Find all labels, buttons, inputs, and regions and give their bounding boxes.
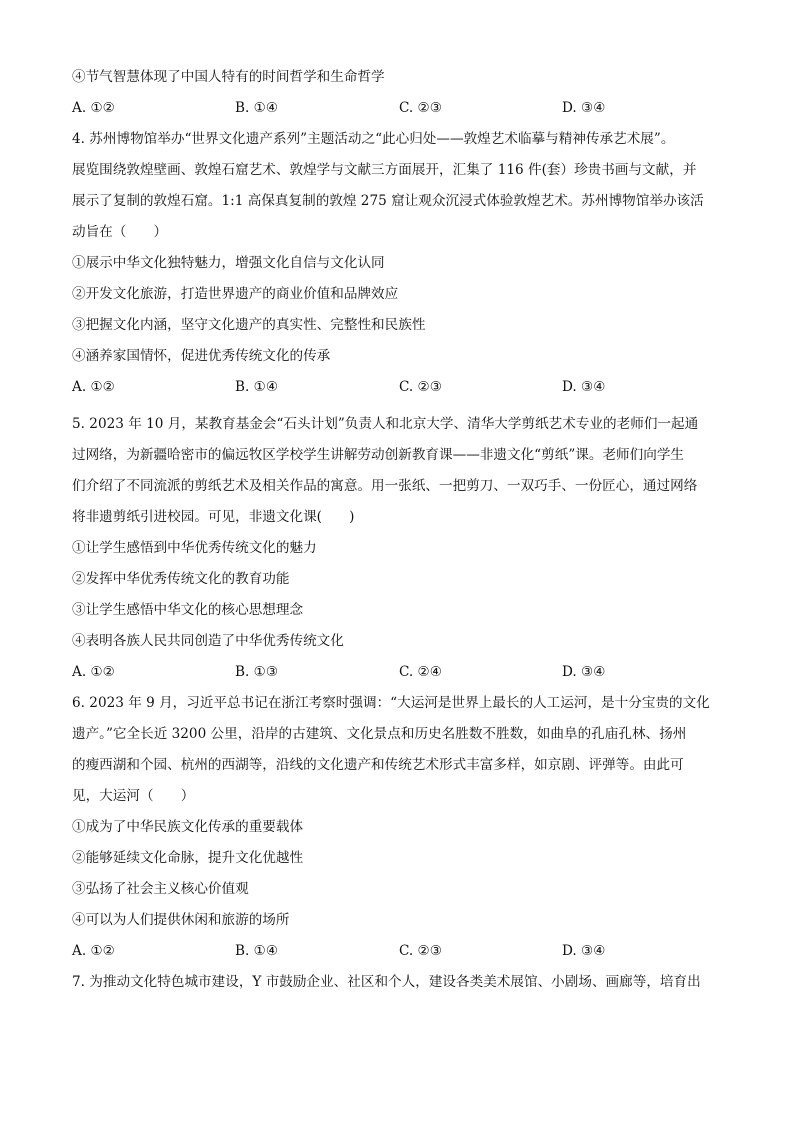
q3-options <box>72 93 732 124</box>
q4-options <box>72 372 732 403</box>
q4-stem-line-3: 展示了复制的敦煌石窟。1:1 高保真复制的敦煌 275 窟让观众沉浸式体验敦煌艺术。苏州博物馆举办该活 <box>72 193 704 209</box>
q3-option-d: D. ③④ <box>562 100 606 116</box>
q3-option-c: C. ②③ <box>399 100 442 116</box>
q6-stem-line-4: 见，大运河（ ） <box>72 788 195 804</box>
q7-stem-line-1: 7. 为推动文化特色城市建设，Y 市鼓励企业、社区和个人，建设各类美术展馆、小剧场、画廊等，培育出 <box>72 974 701 990</box>
q4-item-3: ③把握文化内涵，坚守文化遗产的真实性、完整性和民族性 <box>72 317 426 333</box>
q5-options <box>72 657 732 688</box>
q4-item-1: ①展示中华文化独特魅力，增强文化自信与文化认同 <box>72 255 385 271</box>
q4-option-a: A. ①② <box>72 379 115 395</box>
q6-stem-line-1: 6. 2023 年 9 月，习近平总书记在浙江考察时强调：“大运河是世界上最长的人工运河，是十分宝贵的文化 <box>72 695 710 711</box>
q6-stem-line-3: 的瘦西湖和个园、杭州的西湖等，沿线的文化遗产和传统艺术形式丰富多样，如京剧、评弹等。由此可 <box>72 757 684 773</box>
q5-option-b: B. ①③ <box>235 664 279 680</box>
q4-option-c: C. ②③ <box>399 379 442 395</box>
q3-option-b: B. ①④ <box>235 100 279 116</box>
q5-item-1: ①让学生感悟到中华优秀传统文化的魅力 <box>72 540 317 556</box>
q6-option-a: A. ①② <box>72 943 115 959</box>
q5-item-2: ②发挥中华优秀传统文化的教育功能 <box>72 571 290 587</box>
q5-option-c: C. ②④ <box>399 664 442 680</box>
q4-stem-line-2: 展览围绕敦煌壁画、敦煌石窟艺术、敦煌学与文献三方面展开，汇集了 116 件(套）珍贵书画与文献，并 <box>72 162 697 178</box>
q6-options <box>72 936 732 967</box>
q5-item-3: ③让学生感悟中华文化的核心思想理念 <box>72 602 304 618</box>
q4-stem-line-4: 动旨在（ ） <box>72 224 168 240</box>
q4-item-4: ④涵养家国情怀，促进优秀传统文化的传承 <box>72 348 331 364</box>
q3-item-4: ④节气智慧体现了中国人特有的时间哲学和生命哲学 <box>72 69 385 85</box>
q5-stem-line-2: 过网络，为新疆哈密市的偏远牧区学校学生讲解劳动创新教育课——非遗文化“剪纸”课。老师们向学生 <box>72 447 685 463</box>
q4-option-b: B. ①④ <box>235 379 279 395</box>
q6-option-c: C. ②③ <box>399 943 442 959</box>
q6-option-b: B. ①④ <box>235 943 279 959</box>
exam-page <box>72 62 732 998</box>
q3-option-a: A. ①② <box>72 100 115 116</box>
q4-option-d: D. ③④ <box>562 379 606 395</box>
q6-stem-line-2: 遗产。”它全长近 3200 公里，沿岸的古建筑、文化景点和历史名胜数不胜数，如曲阜的孔庙孔林、扬州 <box>72 726 687 742</box>
q6-option-d: D. ③④ <box>562 943 606 959</box>
q5-stem-line-1: 5. 2023 年 10 月，某教育基金会“石头计划”负责人和北京大学、清华大学剪纸艺术专业的老师们一起通 <box>72 416 699 432</box>
q5-option-d: D. ③④ <box>562 664 606 680</box>
q6-item-1: ①成为了中华民族文化传承的重要载体 <box>72 819 304 835</box>
q5-option-a: A. ①② <box>72 664 115 680</box>
q6-item-4: ④可以为人们提供休闲和旅游的场所 <box>72 912 290 928</box>
q6-item-3: ③弘扬了社会主义核心价值观 <box>72 881 249 897</box>
q4-stem-line-1: 4. 苏州博物馆举办“世界文化遗产系列”主题活动之“此心归处——敦煌艺术临摹与精神传承艺术展”。 <box>72 131 675 147</box>
q4-item-2: ②开发文化旅游，打造世界遗产的商业价值和品牌效应 <box>72 286 399 302</box>
q5-stem-line-3: 们介绍了不同流派的剪纸艺术及相关作品的寓意。用一张纸、一把剪刀、一双巧手、一份匠心，通过网络 <box>72 478 698 494</box>
q5-item-4: ④表明各族人民共同创造了中华优秀传统文化 <box>72 633 344 649</box>
q6-item-2: ②能够延续文化命脉，提升文化优越性 <box>72 850 304 866</box>
q5-stem-line-4: 将非遗剪纸引进校园。可见，非遗文化课( ) <box>72 509 355 525</box>
